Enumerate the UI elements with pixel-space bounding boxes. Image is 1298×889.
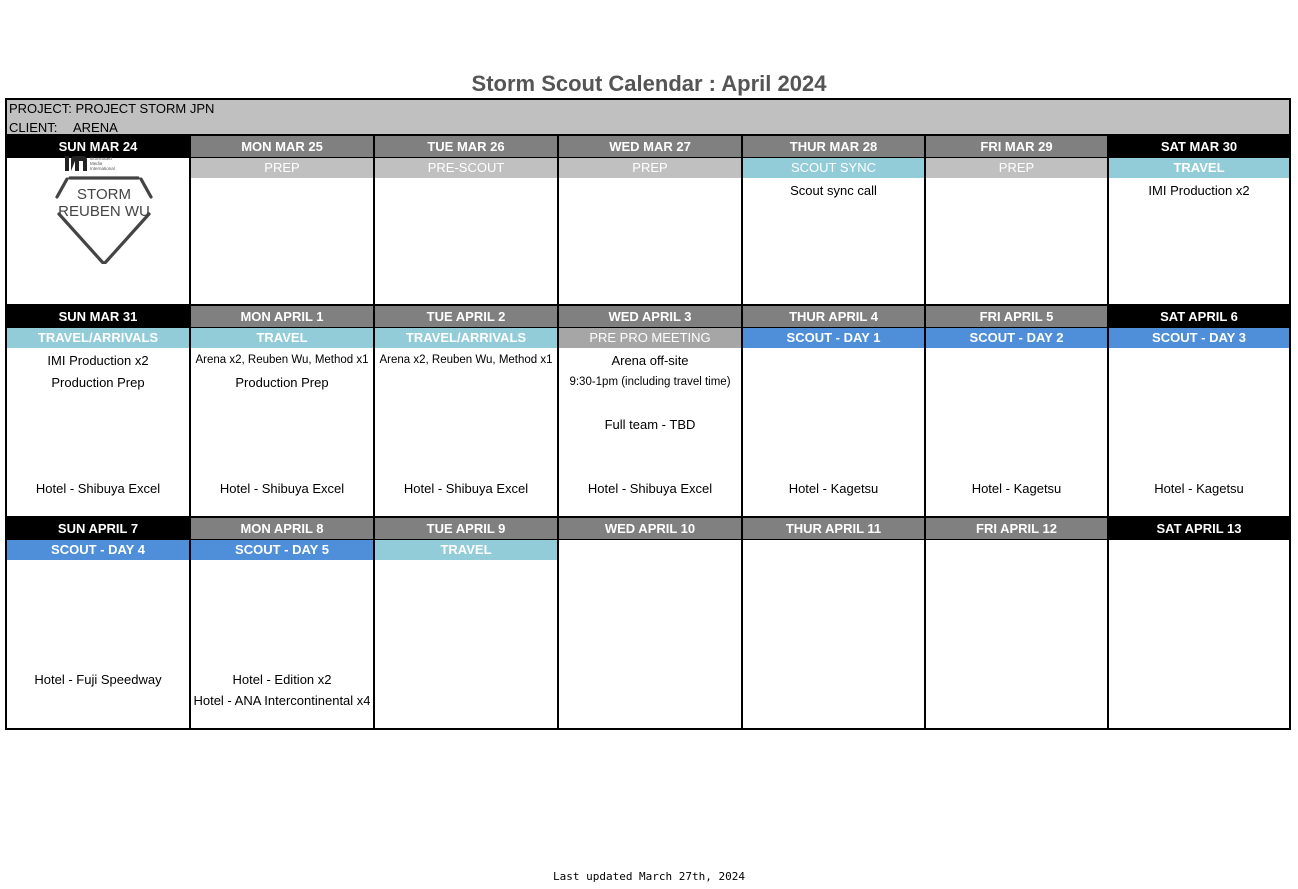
hotel-note: Hotel - Kagetsu [788,481,879,496]
client-value: ARENA [73,120,118,135]
day-header: SAT APRIL 13 [1109,518,1289,540]
calendar-table [5,98,1291,730]
day-header: THUR APRIL 4 [743,306,924,328]
day-header: THUR MAR 28 [743,136,924,158]
day-cell [375,136,559,304]
day-tag: TRAVEL [375,540,557,560]
hotel-note: Hotel - Kagetsu [971,481,1062,496]
day-note: Full team - TBD [604,417,696,432]
day-note: Arena x2, Reuben Wu, Method x1 [195,354,369,366]
hotel-note: Hotel - ANA Intercontinental x4 [193,693,371,708]
logo-m-mark [71,156,87,171]
hotel-note: Hotel - Shibuya Excel [35,481,161,496]
hotel-note: Hotel - Edition x2 [232,672,332,687]
day-cell [559,136,743,304]
day-cell [743,518,926,728]
day-tag: TRAVEL [191,328,373,348]
day-note: Production Prep [51,375,145,390]
day-tag: SCOUT - DAY 1 [743,328,924,348]
day-tag: TRAVEL/ARRIVALS [375,328,557,348]
day-tag: TRAVEL [1109,158,1289,178]
day-tag: PRE-SCOUT [375,158,557,178]
day-header: TUE APRIL 9 [375,518,557,540]
last-updated-footer: Last updated March 27th, 2024 [552,870,746,883]
logo-artist-text: REUBEN WU [58,203,150,220]
day-header: SUN MAR 24 [7,136,189,158]
day-header: FRI MAR 29 [926,136,1107,158]
client-line [9,120,118,135]
day-cell [7,136,191,304]
day-cell [191,136,375,304]
day-cell [1109,306,1289,516]
project-info-bar [7,100,1289,136]
week-row-2 [7,306,1289,516]
day-tag: SCOUT - DAY 3 [1109,328,1289,348]
day-header: SAT MAR 30 [1109,136,1289,158]
day-header: WED APRIL 10 [559,518,741,540]
day-note: IMI Production x2 [1148,183,1250,198]
day-cell [7,518,191,728]
day-tag: SCOUT - DAY 2 [926,328,1107,348]
hotel-note: Hotel - Fuji Speedway [34,672,162,687]
hotel-note: Hotel - Kagetsu [1154,481,1244,496]
day-cell [926,136,1109,304]
day-note: Production Prep [235,375,329,390]
day-tag: SCOUT - DAY 5 [191,540,373,560]
day-tag: TRAVEL/ARRIVALS [7,328,189,348]
day-cell [375,518,559,728]
project-line: PROJECT: PROJECT STORM JPN [9,101,215,116]
logo-company-line-1: Illuminated [90,156,112,161]
day-header: MON APRIL 1 [191,306,373,328]
storm-reuben-wu-logo [47,154,162,264]
day-header: THUR APRIL 11 [743,518,924,540]
day-cell [559,518,743,728]
day-note: Arena x2, Reuben Wu, Method x1 [379,354,553,366]
day-header: FRI APRIL 5 [926,306,1107,328]
day-cell [926,306,1109,516]
day-tag: PREP [191,158,373,178]
day-header: SAT APRIL 6 [1109,306,1289,328]
day-header: WED APRIL 3 [559,306,741,328]
day-cell [1109,518,1289,728]
day-header: MON MAR 25 [191,136,373,158]
day-note: IMI Production x2 [47,353,149,368]
day-note: Arena off-site [611,353,689,368]
day-cell [375,306,559,516]
day-cell [191,306,375,516]
day-header: TUE APRIL 2 [375,306,557,328]
day-cell [743,306,926,516]
day-cell [926,518,1109,728]
day-cell [191,518,375,728]
logo-company-line-2: Media [90,161,103,166]
logo-i-bar [65,156,69,171]
day-header: SUN MAR 31 [7,306,189,328]
day-header: TUE MAR 26 [375,136,557,158]
day-tag: SCOUT - DAY 4 [7,540,189,560]
day-header: MON APRIL 8 [191,518,373,540]
client-label: CLIENT: [9,120,58,135]
day-header: SUN APRIL 7 [7,518,189,540]
day-cell [7,306,191,516]
day-cell [559,306,743,516]
day-header: WED MAR 27 [559,136,741,158]
hotel-note: Hotel - Shibuya Excel [403,481,529,496]
day-cell [1109,136,1289,304]
day-tag: PRE PRO MEETING [559,328,741,348]
logo-company-line-3: International [90,166,115,171]
day-tag: PREP [559,158,741,178]
page-title: Storm Scout Calendar : April 2024 [471,71,827,96]
week-row-3 [7,518,1289,728]
day-note: 9:30-1pm (including travel time) [569,376,731,388]
logo-storm-text: STORM [77,186,131,203]
day-note: Scout sync call [790,183,877,198]
day-tag: SCOUT SYNC [743,158,924,178]
day-cell [743,136,926,304]
hotel-note: Hotel - Shibuya Excel [219,481,345,496]
day-header: FRI APRIL 12 [926,518,1107,540]
week-row-1 [7,136,1289,304]
hotel-note: Hotel - Shibuya Excel [587,481,713,496]
day-tag: PREP [926,158,1107,178]
